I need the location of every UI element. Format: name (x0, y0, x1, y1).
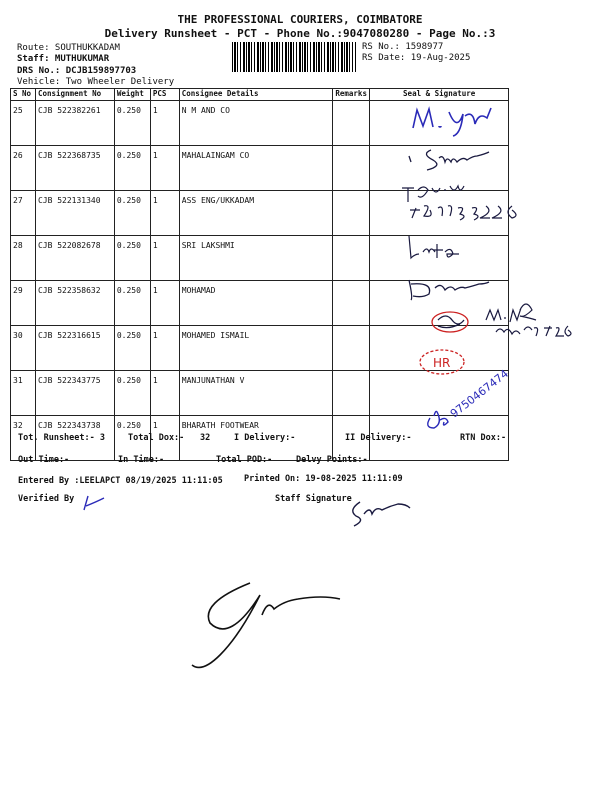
pcs-cell: 1 (150, 416, 179, 461)
svg-text:9750467474: 9750467474 (447, 367, 512, 421)
column-header: Remarks (333, 89, 370, 101)
handwritten-signature (420, 292, 590, 344)
rs-number: RS No.: 1598977 (362, 42, 444, 52)
remarks-cell (333, 371, 370, 416)
column-header: Consignee Details (179, 89, 333, 101)
total-dox-value: 32 (200, 433, 211, 443)
column-header: Seal & Signature (370, 89, 509, 101)
remarks-cell (333, 236, 370, 281)
pcs-cell: 1 (150, 101, 179, 146)
handwritten-signature (398, 178, 528, 223)
consignee-cell: MOHAMAD (179, 281, 333, 326)
rtn-dox-label: RTN Dox:- (460, 433, 507, 443)
consignment-cell: CJB 522082678 (35, 236, 114, 281)
delvy-points-label: Delvy Points:- (296, 455, 368, 465)
table-header-row (11, 89, 509, 101)
sno-cell: 26 (11, 146, 36, 191)
sno-cell: 30 (11, 326, 36, 371)
drs-number: DRS No.: DCJB159897703 (17, 66, 137, 76)
handwritten-signature (405, 100, 505, 140)
total-dox-label: Total Dox:- (128, 433, 185, 443)
ii-delivery-label: II Delivery:- (345, 433, 412, 443)
consignee-cell: MANJUNATHAN V (179, 371, 333, 416)
remarks-cell (333, 146, 370, 191)
weight-cell: 0.250 (114, 101, 150, 146)
staff-signature-label: Staff Signature (275, 494, 352, 504)
pcs-cell: 1 (150, 371, 179, 416)
handwritten-signature (420, 367, 560, 434)
consignment-cell: CJB 522368735 (35, 146, 114, 191)
barcode-image (232, 42, 356, 72)
pcs-cell: 1 (150, 326, 179, 371)
consignment-cell: CJB 522358632 (35, 281, 114, 326)
consignee-cell: ASS ENG/UKKADAM (179, 191, 333, 236)
large-signature (180, 575, 370, 675)
weight-cell: 0.250 (114, 371, 150, 416)
printed-on: Printed On: 19-08-2025 11:11:09 (244, 474, 403, 484)
tot-runsheet-label: Tot. Runsheet:- 3 (18, 433, 105, 443)
sno-cell: 29 (11, 281, 36, 326)
weight-cell: 0.250 (114, 416, 150, 461)
staff-label: Staff: MUTHUKUMAR (17, 54, 110, 64)
pcs-cell: 1 (150, 146, 179, 191)
column-header: PCS (150, 89, 179, 101)
pcs-cell: 1 (150, 191, 179, 236)
company-name: THE PROFESSIONAL COURIERS, COIMBATORE (177, 13, 423, 26)
sno-cell: 25 (11, 101, 36, 146)
vehicle-label: Vehicle: Two Wheeler Delivery (17, 77, 175, 87)
consignee-cell: SRI LAKSHMI (179, 236, 333, 281)
column-header: Weight (114, 89, 150, 101)
i-delivery-label: I Delivery:- (234, 433, 296, 443)
sno-cell: 28 (11, 236, 36, 281)
consignment-cell: CJB 522316615 (35, 326, 114, 371)
total-pod-label: Total POD:- (216, 455, 273, 465)
in-time-label: In Time:- (118, 455, 165, 465)
remarks-cell (333, 101, 370, 146)
consignment-cell: CJB 522343775 (35, 371, 114, 416)
consignment-cell: CJB 522131340 (35, 191, 114, 236)
svg-text:HR: HR (433, 356, 451, 370)
consignment-cell: CJB 522382261 (35, 101, 114, 146)
route-label: Route: SOUTHUKKADAM (17, 43, 120, 53)
consignee-cell: MOHAMED ISMAIL (179, 326, 333, 371)
consignment-cell: CJB 522343738 (35, 416, 114, 461)
staff-signature (346, 496, 416, 528)
weight-cell: 0.250 (114, 146, 150, 191)
column-header: Consignment No (35, 89, 114, 101)
handwritten-signature (405, 228, 465, 263)
remarks-cell (333, 326, 370, 371)
weight-cell: 0.250 (114, 326, 150, 371)
remarks-cell (333, 281, 370, 326)
verified-by-label: Verified By (18, 494, 75, 504)
handwritten-signature (405, 142, 515, 172)
sno-cell: 31 (11, 371, 36, 416)
sno-cell: 32 (11, 416, 36, 461)
pcs-cell: 1 (150, 281, 179, 326)
out-time-label: Out Time:- (18, 455, 70, 465)
consignee-cell: BHARATH FOOTWEAR (179, 416, 333, 461)
pcs-cell: 1 (150, 236, 179, 281)
rs-date: RS Date: 19-Aug-2025 (362, 53, 471, 63)
column-header: S No (11, 89, 36, 101)
weight-cell: 0.250 (114, 236, 150, 281)
consignee-cell: MAHALAINGAM CO (179, 146, 333, 191)
verified-by-signature (80, 492, 120, 514)
runsheet-subtitle: Delivery Runsheet - PCT - Phone No.:9047080280 - Page No.:3 (104, 27, 496, 40)
consignee-cell: N M AND CO (179, 101, 333, 146)
sno-cell: 27 (11, 191, 36, 236)
weight-cell: 0.250 (114, 281, 150, 326)
weight-cell: 0.250 (114, 191, 150, 236)
entered-by: Entered By :LEELAPCT 08/19/2025 11:11:05 (18, 476, 223, 486)
remarks-cell (333, 191, 370, 236)
